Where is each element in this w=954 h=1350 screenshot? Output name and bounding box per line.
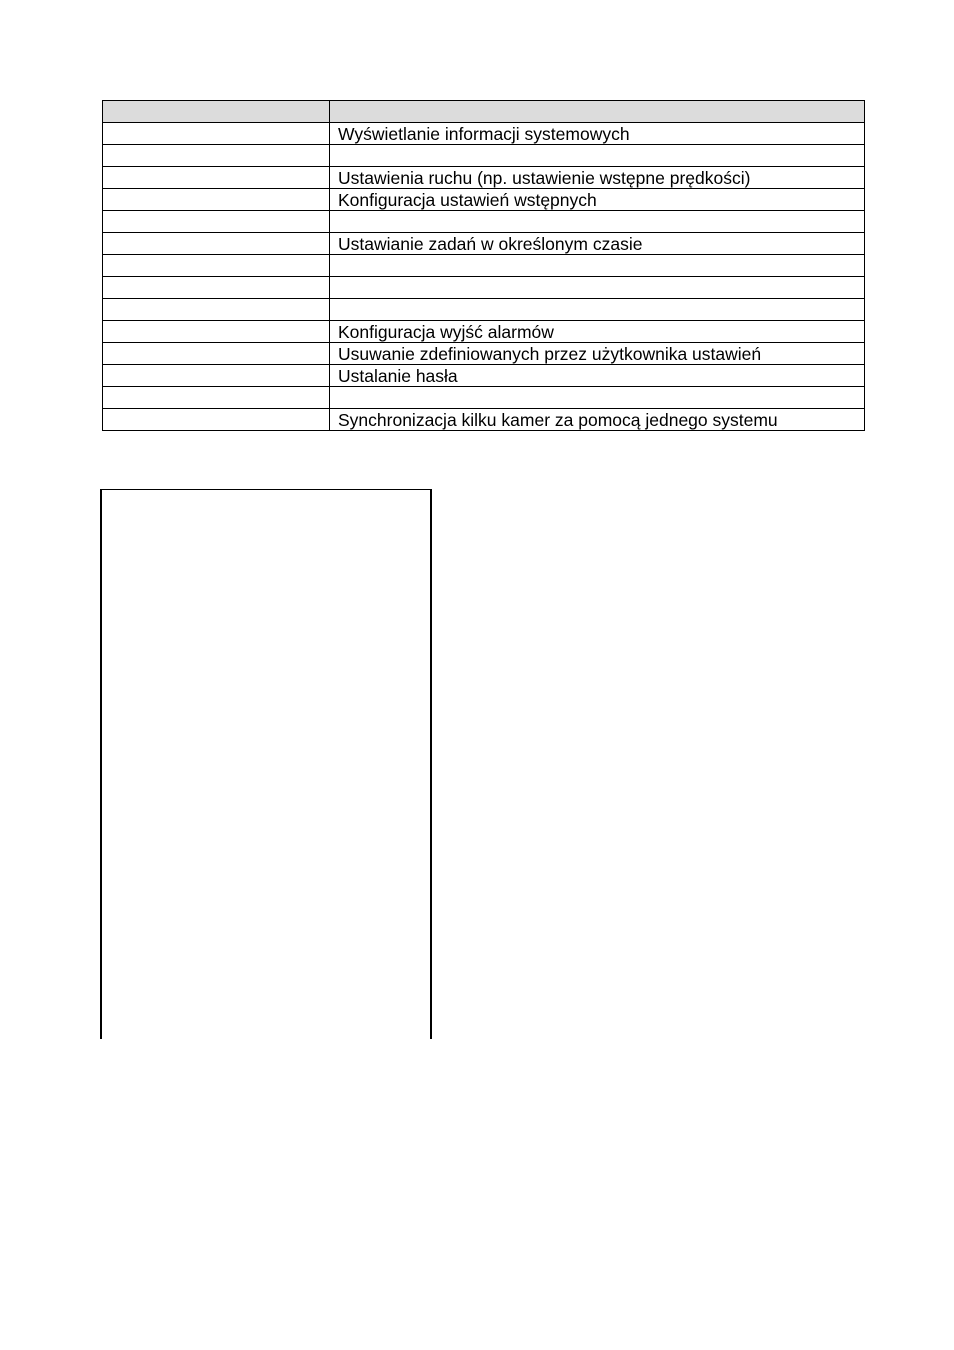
description-cell: Konfiguracja wyjść alarmów — [330, 321, 865, 343]
table-row — [103, 189, 865, 211]
description-cell: Wyświetlanie informacji systemowych — [330, 123, 865, 145]
menu-cell — [103, 123, 330, 145]
description-cell — [330, 299, 865, 321]
description-cell: Usuwanie zdefiniowanych przez użytkownika ustawień — [330, 343, 865, 365]
table-row — [103, 299, 865, 321]
table-row — [103, 277, 865, 299]
menu-cell — [103, 145, 330, 167]
description-cell: Ustawienia ruchu (np. ustawienie wstępne prędkości) — [330, 167, 865, 189]
description-cell — [330, 277, 865, 299]
table-row — [103, 387, 865, 409]
description-cell: Ustawianie zadań w określonym czasie — [330, 233, 865, 255]
description-cell — [330, 255, 865, 277]
table-row — [103, 211, 865, 233]
header-cell-menu — [103, 101, 330, 123]
menu-cell — [103, 211, 330, 233]
menu-cell — [103, 233, 330, 255]
table-row — [103, 145, 865, 167]
description-cell: Konfiguracja ustawień wstępnych — [330, 189, 865, 211]
description-cell: Ustalanie hasła — [330, 365, 865, 387]
menu-cell — [103, 189, 330, 211]
header-cell-description — [330, 101, 865, 123]
menu-cell — [103, 321, 330, 343]
menu-cell — [103, 255, 330, 277]
menu-cell — [103, 365, 330, 387]
menu-cell — [103, 277, 330, 299]
menu-screen-frame — [100, 489, 432, 1039]
table-row — [103, 233, 865, 255]
table-row — [103, 409, 865, 431]
table-row — [103, 255, 865, 277]
menu-cell — [103, 343, 330, 365]
menu-function-table — [102, 100, 865, 431]
description-cell — [330, 211, 865, 233]
table-row — [103, 167, 865, 189]
description-cell — [330, 387, 865, 409]
menu-cell — [103, 299, 330, 321]
menu-cell — [103, 167, 330, 189]
table-row — [103, 365, 865, 387]
table-row — [103, 123, 865, 145]
table-row — [103, 343, 865, 365]
menu-cell — [103, 409, 330, 431]
table-header-row — [103, 101, 865, 123]
description-cell — [330, 145, 865, 167]
table-row — [103, 321, 865, 343]
description-cell: Synchronizacja kilku kamer za pomocą jednego systemu — [330, 409, 865, 431]
menu-cell — [103, 387, 330, 409]
